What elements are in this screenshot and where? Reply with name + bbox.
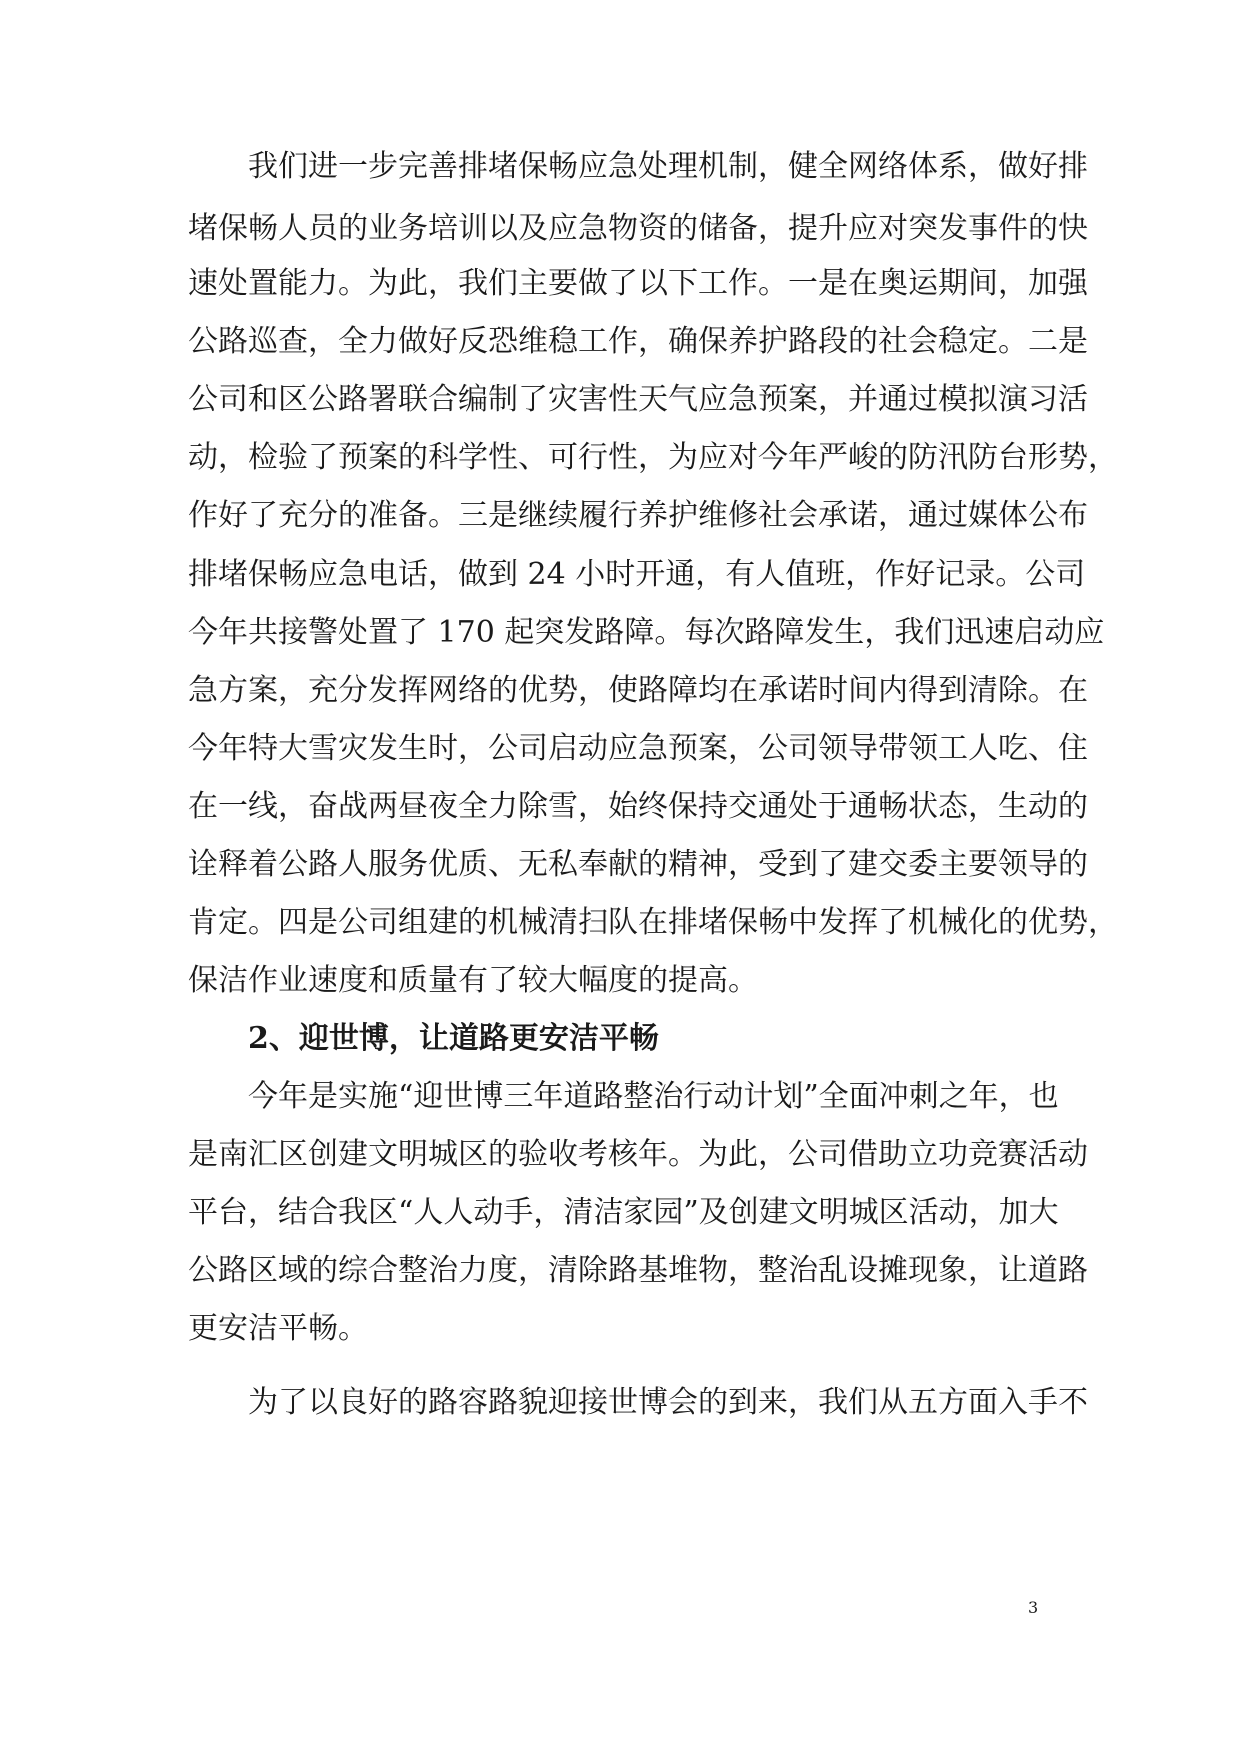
page-number: 3: [1028, 1598, 1039, 1617]
text-line: 平台，结合我区“人人动手，清洁家园”及创建文明城区活动，加大: [188, 1195, 1059, 1230]
text-line: 在一线，奋战两昼夜全力除雪，始终保持交通处于通畅状态，生动的: [188, 789, 1088, 824]
text-line: 为了以良好的路容路貌迎接世博会的到来，我们从五方面入手不: [248, 1385, 1088, 1420]
text-line: 公路区域的综合整治力度，清除路基堆物，整治乱设摊现象，让道路: [188, 1253, 1088, 1288]
text-line: 今年是实施“迎世博三年道路整治行动计划”全面冲刺之年，也: [248, 1079, 1059, 1114]
text-line: 急方案，充分发挥网络的优势，使路障均在承诺时间内得到清除。在: [188, 673, 1088, 708]
text-line: 速处置能力。为此，我们主要做了以下工作。一是在奥运期间，加强: [188, 266, 1088, 301]
text-line: 诠释着公路人服务优质、无私奉献的精神，受到了建交委主要领导的: [188, 847, 1088, 882]
text-line: 动，检验了预案的科学性、可行性，为应对今年严峻的防汛防台形势，: [188, 440, 1118, 475]
text-line: 肯定。四是公司组建的机械清扫队在排堵保畅中发挥了机械化的优势，: [188, 905, 1118, 940]
text-line: 堵保畅人员的业务培训以及应急物资的储备，提升应对突发事件的快: [188, 211, 1088, 246]
text-line: 今年共接警处置了 170 起突发路障。每次路障发生，我们迅速启动应: [188, 615, 1105, 650]
text-line: 是南汇区创建文明城区的验收考核年。为此，公司借助立功竞赛活动: [188, 1137, 1088, 1172]
text-line: 作好了充分的准备。三是继续履行养护维修社会承诺，通过媒体公布: [188, 498, 1088, 533]
text-line: 公路巡查，全力做好反恐维稳工作，确保养护路段的社会稳定。二是: [188, 324, 1088, 359]
text-line: 排堵保畅应急电话，做到 24 小时开通，有人值班，作好记录。公司: [188, 557, 1086, 592]
section-heading: 2、迎世博，让道路更安洁平畅: [248, 1021, 659, 1056]
text-line: 我们进一步完善排堵保畅应急处理机制，健全网络体系，做好排: [248, 149, 1088, 184]
text-line: 今年特大雪灾发生时，公司启动应急预案，公司领导带领工人吃、住: [188, 731, 1088, 766]
text-line: 保洁作业速度和质量有了较大幅度的提高。: [188, 963, 758, 998]
text-line: 公司和区公路署联合编制了灾害性天气应急预案，并通过模拟演习活: [188, 382, 1088, 417]
text-line: 更安洁平畅。: [188, 1311, 368, 1346]
